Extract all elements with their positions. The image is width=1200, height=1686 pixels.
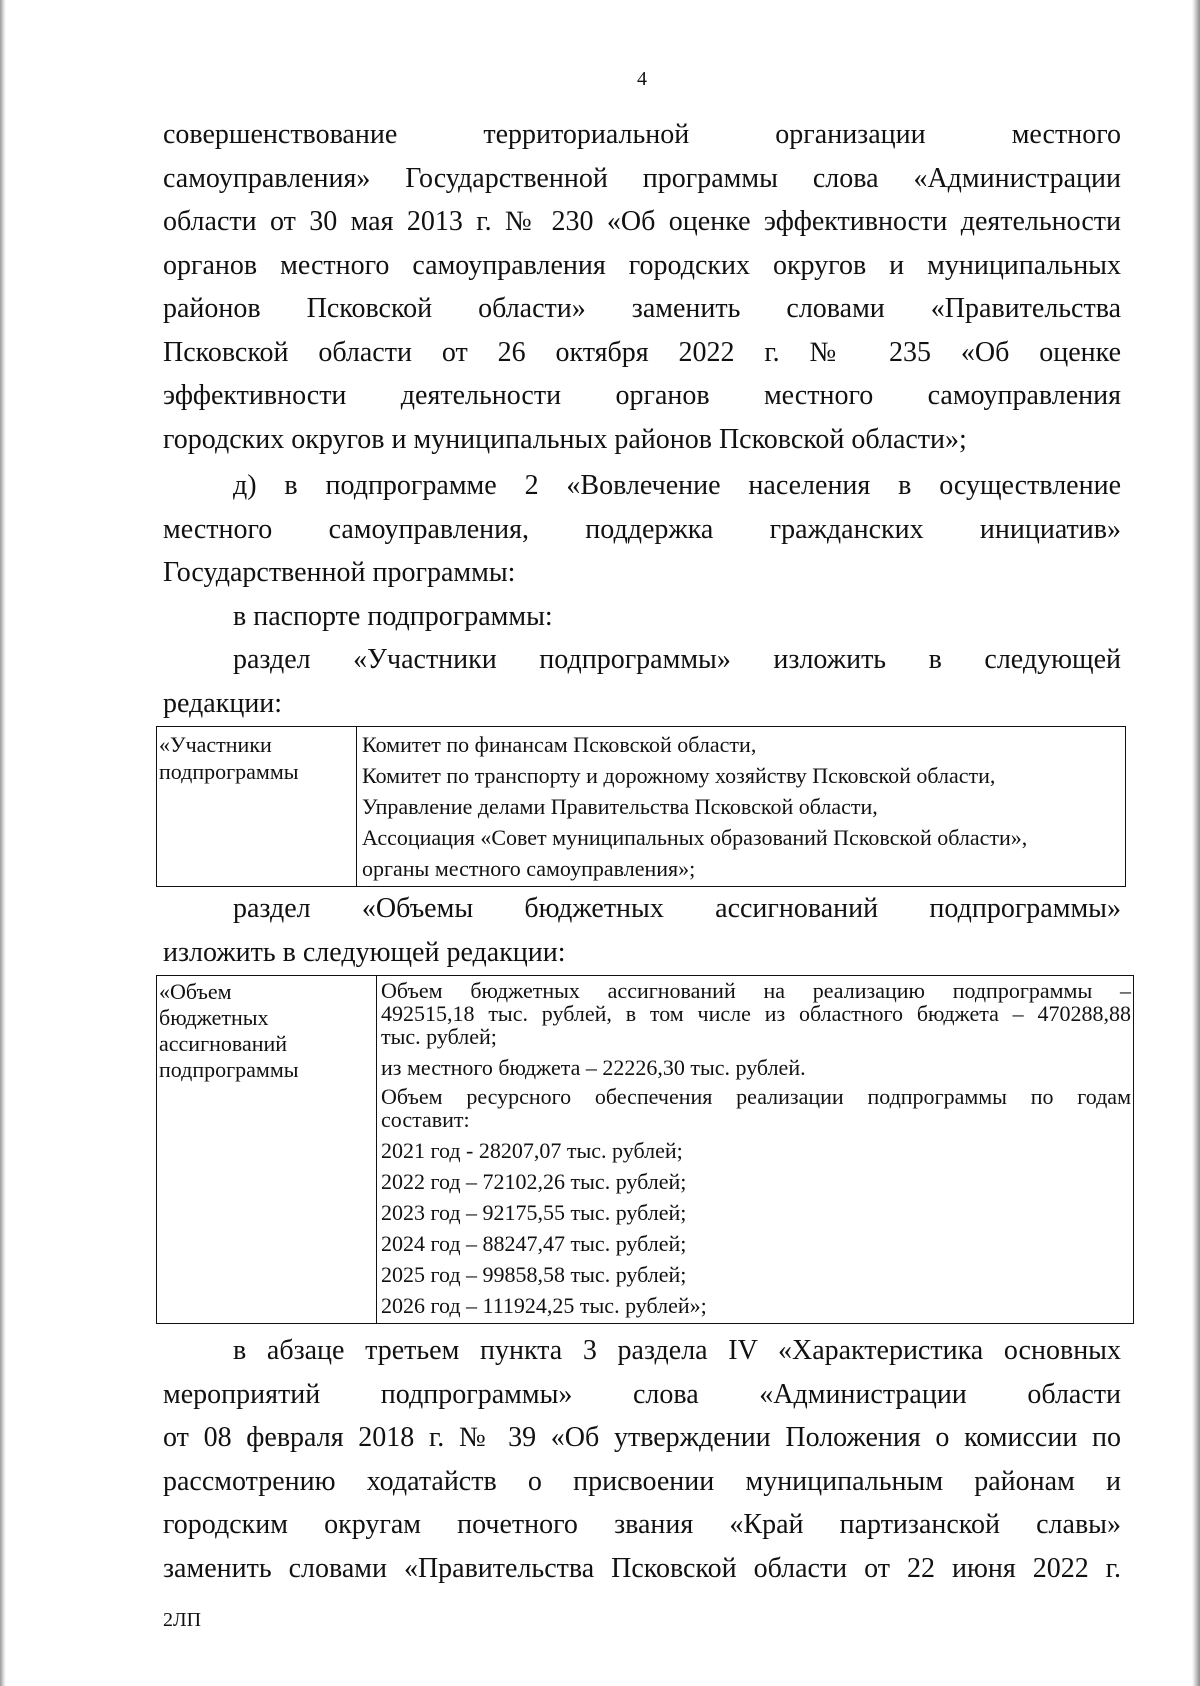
- label-line: ассигнований: [159, 1031, 288, 1056]
- text-line: в абзаце третьем пункта 3 раздела IV «Характеристика основных: [233, 1335, 1121, 1366]
- participant-item: Управление делами Правительства Псковской области,: [362, 794, 878, 819]
- footer-code: 2ЛП: [163, 1609, 202, 1631]
- participant-item: Ассоциация «Совет муниципальных образований Псковской области»,: [362, 825, 1028, 850]
- budget-intro: [381, 979, 1131, 1048]
- text-line: самоуправления» Государственной программы слова «Администрации: [163, 162, 1121, 194]
- budget-label-cell: [157, 976, 377, 1324]
- scan-edge-left: [0, 0, 6, 1686]
- label-line: подпрограммы: [159, 1057, 299, 1082]
- paragraph-5: [163, 887, 1121, 974]
- paragraph-6: [163, 1329, 1121, 1590]
- text-line: раздел «Участники подпрограммы» изложить в следующей: [233, 644, 1121, 675]
- text-line: Объем бюджетных ассигнований на реализацию подпрограммы –: [381, 978, 1131, 1003]
- year-row: 2021 год - 28207,07 тыс. рублей;: [381, 1138, 683, 1163]
- text-line: редакции:: [163, 687, 283, 719]
- participant-item: Комитет по транспорту и дорожному хозяйству Псковской области,: [362, 763, 996, 788]
- text-line: тыс. рублей;: [381, 1024, 497, 1049]
- participants-label-cell: [157, 727, 357, 887]
- label-line: «Участники: [159, 732, 272, 757]
- text-line: изложить в следующей редакции:: [163, 936, 566, 968]
- resource-intro: [381, 1085, 1131, 1131]
- text-line: эффективности деятельности органов местного самоуправления: [163, 380, 1121, 411]
- scan-edge-right: [1192, 0, 1200, 1686]
- paragraph-2: [163, 464, 1121, 725]
- text-line: городским округам почетного звания «Край партизанской славы»: [163, 1509, 1121, 1540]
- page-number: 4: [637, 68, 647, 90]
- text-line: городских округов и муниципальных районов Псковской области»;: [163, 423, 967, 455]
- year-row: 2025 год – 99858,58 тыс. рублей;: [381, 1262, 687, 1287]
- participant-item: органы местного самоуправления»;: [362, 856, 696, 881]
- text-line: Объем ресурсного обеспечения реализации подпрограммы по годам: [381, 1084, 1131, 1109]
- text-line: мероприятий подпрограммы» слова «Администрации области: [163, 1378, 1121, 1410]
- participants-list-cell: [357, 727, 1126, 887]
- text-line: местного самоуправления, поддержка гражданских инициатив»: [163, 513, 1121, 545]
- year-row: 2023 год – 92175,55 тыс. рублей;: [381, 1200, 687, 1225]
- text-line: области от 30 мая 2013 г. № 230 «Об оценке эффективности деятельности: [163, 206, 1121, 237]
- text-line: рассмотрению ходатайств о присвоении муниципальным районам и: [163, 1465, 1121, 1497]
- text-line: от 08 февраля 2018 г. № 39 «Об утверждении Положения о комиссии по: [163, 1422, 1121, 1453]
- text-line: составит:: [381, 1107, 470, 1132]
- year-row: 2024 год – 88247,47 тыс. рублей;: [381, 1231, 687, 1256]
- participant-item: Комитет по финансам Псковской области,: [362, 732, 757, 757]
- paragraph-3: в паспорте подпрограммы:: [233, 600, 553, 632]
- text-line: органов местного самоуправления городских округов и муниципальных: [163, 249, 1121, 281]
- text-line: раздел «Объемы бюджетных ассигнований подпрограммы»: [233, 893, 1121, 924]
- local-budget-line: из местного бюджета – 22226,30 тыс. рублей.: [381, 1055, 806, 1080]
- label-line: бюджетных: [159, 1005, 269, 1030]
- text-line: районов Псковской области» заменить словами «Правительства: [163, 293, 1121, 324]
- label-line: «Объем: [159, 979, 232, 1004]
- text-line: Государственной программы:: [163, 557, 516, 588]
- text-line: д) в подпрограмме 2 «Вовлечение населения в осуществление: [233, 470, 1121, 501]
- budget-table: [156, 975, 1134, 1324]
- text-line: совершенствование территориальной организации местного: [163, 119, 1121, 150]
- text-line: заменить словами «Правительства Псковской области от 22 июня 2022 г.: [163, 1552, 1121, 1584]
- label-line: подпрограммы: [159, 759, 299, 784]
- year-row: 2022 год – 72102,26 тыс. рублей;: [381, 1169, 687, 1194]
- text-line: Псковской области от 26 октября 2022 г. № 235 «Об оценке: [163, 336, 1121, 368]
- text-line: 492515,18 тыс. рублей, в том числе из областного бюджета – 470288,88: [381, 1001, 1131, 1026]
- budget-content-cell: [377, 976, 1134, 1324]
- participants-table: [156, 726, 1126, 887]
- paragraph-1: [163, 113, 1121, 461]
- year-row: 2026 год – 111924,25 тыс. рублей»;: [381, 1293, 707, 1318]
